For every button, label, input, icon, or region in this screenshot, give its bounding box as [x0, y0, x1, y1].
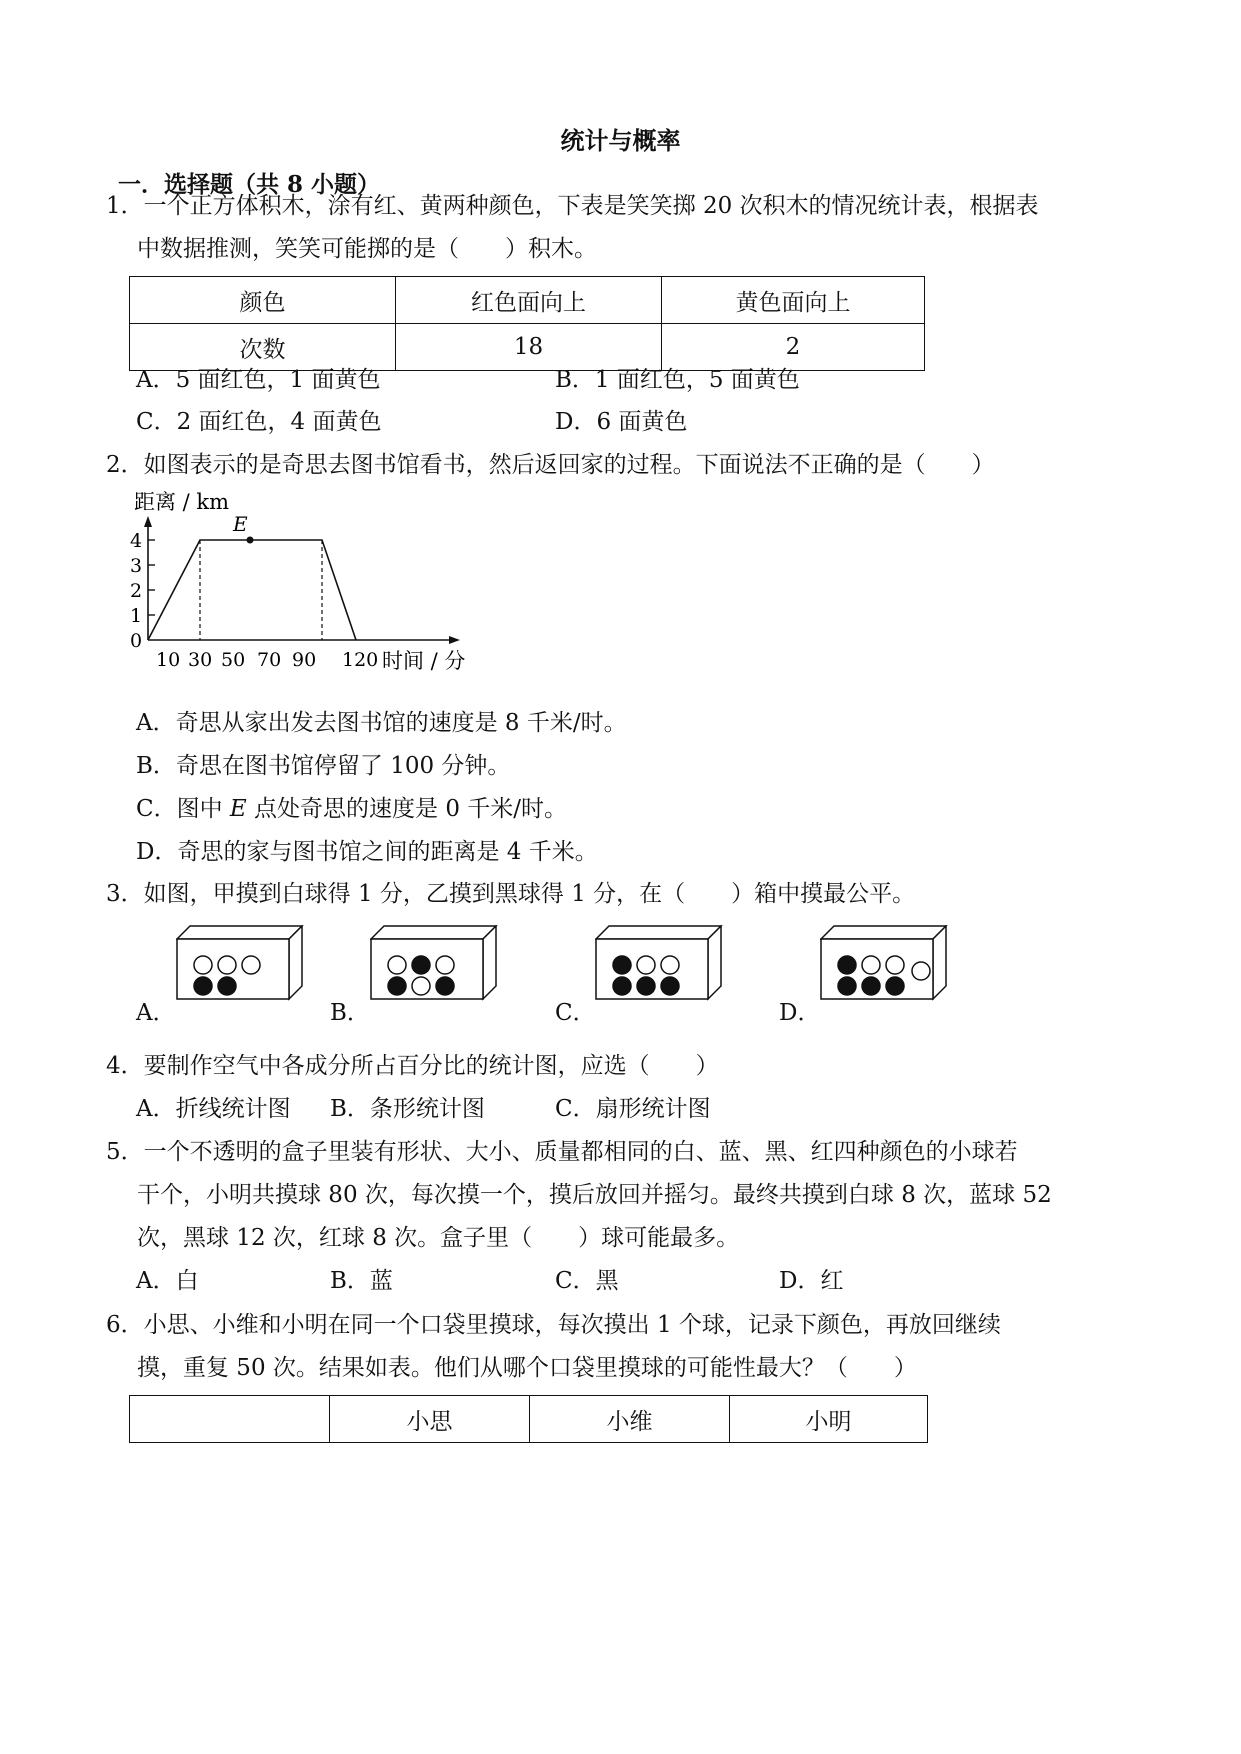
- q2-y-tick-3: 3: [130, 555, 143, 577]
- q2-y-tick-1: 1: [130, 605, 143, 627]
- q2-distance-time-graph: [120, 488, 480, 688]
- white-ball: [436, 956, 454, 974]
- q3-box-c: [595, 925, 729, 1005]
- q2-x-tick-120: 120: [342, 649, 379, 671]
- black-ball: [886, 977, 904, 995]
- black-ball: [661, 977, 679, 995]
- q3-option-label-c: C．: [555, 1000, 596, 1026]
- q1-header-color: 颜色: [130, 277, 396, 324]
- black-ball: [838, 977, 856, 995]
- white-ball: [218, 956, 236, 974]
- white-ball: [862, 956, 880, 974]
- q5-text-line2: 干个，小明共摸球 80 次，每次摸一个，摸后放回并摇匀。最终共摸到白球 8 次，蓝球 52: [137, 1182, 1052, 1208]
- q2-text-line1: 2．如图表示的是奇思去图书馆看书，然后返回家的过程。下面说法不正确的是（ ）: [106, 452, 995, 478]
- q1-cell-red-count: 18: [396, 324, 662, 371]
- q1-cell-yellow-count: 2: [662, 324, 925, 371]
- black-ball: [388, 977, 406, 995]
- white-ball: [242, 956, 260, 974]
- q2-point-e: [247, 537, 254, 544]
- q2-option-a: A．奇思从家出发去图书馆的速度是 8 千米/时。: [136, 710, 627, 736]
- white-ball: [637, 956, 655, 974]
- q2-option-c: C．图中 E 点处奇思的速度是 0 千米/时。: [136, 796, 568, 822]
- white-ball: [194, 956, 212, 974]
- q5-text-line1: 5．一个不透明的盒子里装有形状、大小、质量都相同的白、蓝、黑、红四种颜色的小球若: [106, 1139, 1018, 1165]
- q2-point-e-label: E: [233, 512, 248, 536]
- q3-box-a: [176, 925, 310, 1005]
- black-ball: [194, 977, 212, 995]
- q1-header-red: 红色面向上: [396, 277, 662, 324]
- black-ball: [862, 977, 880, 995]
- q3-box-d: [820, 925, 954, 1005]
- white-ball: [388, 956, 406, 974]
- black-ball: [436, 977, 454, 995]
- q1-cell-count-label: 次数: [130, 324, 396, 371]
- q2-x-tick-50: 50: [221, 649, 246, 671]
- q2-x-tick-90: 90: [292, 649, 317, 671]
- q4-option-b: B．条形统计图: [330, 1096, 485, 1122]
- q3-text-line1: 3．如图，甲摸到白球得 1 分，乙摸到黑球得 1 分，在（ ）箱中摸最公平。: [106, 881, 916, 907]
- white-ball: [412, 977, 430, 995]
- black-ball: [613, 977, 631, 995]
- black-ball: [613, 956, 631, 974]
- white-ball: [886, 956, 904, 974]
- q3-option-label-d: D．: [779, 1000, 821, 1026]
- q3-box-b: [370, 925, 504, 1005]
- page-title: 统计与概率: [560, 126, 681, 155]
- q2-y-tick-4: 4: [130, 530, 143, 552]
- q1-option-b: B．1 面红色，5 面黄色: [555, 367, 800, 393]
- q2-y-axis-label: 距离 / km: [134, 490, 230, 514]
- white-ball: [661, 956, 679, 974]
- q6-header-xiaowei: 小维: [530, 1396, 730, 1443]
- q2-option-d: D．奇思的家与图书馆之间的距离是 4 千米。: [136, 839, 598, 865]
- q3-option-label-a: A．: [136, 1000, 176, 1026]
- q2-option-b: B．奇思在图书馆停留了 100 分钟。: [136, 753, 511, 779]
- q1-text-line1: 1．一个正方体积木，涂有红、黄两种颜色，下表是笑笑掷 20 次积木的情况统计表，根据表: [106, 193, 1039, 219]
- q4-option-c: C．扇形统计图: [555, 1096, 711, 1122]
- q5-option-a: A．白: [136, 1268, 199, 1294]
- q6-text-line1: 6．小思、小维和小明在同一个口袋里摸球，每次摸出 1 个球，记录下颜色，再放回继续: [106, 1312, 1001, 1338]
- q3-option-label-b: B．: [330, 1000, 370, 1026]
- section-heading: 一．选择题（共 8 小题）: [118, 171, 381, 198]
- q2-graph-line: [148, 540, 356, 640]
- q2-x-axis-arrow: [449, 636, 460, 644]
- q2-option-c-point: E: [229, 796, 247, 822]
- q5-option-b: B．蓝: [330, 1268, 393, 1294]
- q1-header-yellow: 黄色面向上: [662, 277, 925, 324]
- q2-x-tick-30: 30: [188, 649, 213, 671]
- q2-y-tick-0: 0: [130, 630, 143, 652]
- q2-x-tick-10: 10: [156, 649, 181, 671]
- black-ball: [838, 956, 856, 974]
- q4-option-a: A．折线统计图: [136, 1096, 291, 1122]
- q1-option-c: C．2 面红色，4 面黄色: [136, 409, 382, 435]
- q2-y-axis-arrow: [144, 516, 152, 527]
- q2-y-tick-2: 2: [130, 580, 143, 602]
- q6-header-xiaosi: 小思: [330, 1396, 530, 1443]
- q6-table: [129, 1395, 928, 1443]
- q2-x-tick-70: 70: [257, 649, 282, 671]
- black-ball: [637, 977, 655, 995]
- q2-x-axis-label: 时间 / 分: [382, 649, 466, 673]
- q5-text-line3: 次，黑球 12 次，红球 8 次。盒子里（ ）球可能最多。: [137, 1225, 740, 1251]
- q1-option-d: D．6 面黄色: [555, 409, 688, 435]
- q6-header-xiaoming: 小明: [730, 1396, 928, 1443]
- white-ball: [912, 962, 930, 980]
- q1-option-a: A．5 面红色，1 面黄色: [136, 367, 381, 393]
- q5-option-d: D．红: [779, 1268, 844, 1294]
- q1-text-line2: 中数据推测，笑笑可能掷的是（ ）积木。: [137, 236, 597, 262]
- q1-table: [129, 276, 925, 371]
- q6-text-line2: 摸，重复 50 次。结果如表。他们从哪个口袋里摸球的可能性最大？（ ）: [137, 1355, 917, 1381]
- q5-option-c: C．黑: [555, 1268, 619, 1294]
- q6-header-empty: [130, 1396, 330, 1443]
- q4-text-line1: 4．要制作空气中各成分所占百分比的统计图，应选（ ）: [106, 1053, 719, 1079]
- black-ball: [218, 977, 236, 995]
- black-ball: [412, 956, 430, 974]
